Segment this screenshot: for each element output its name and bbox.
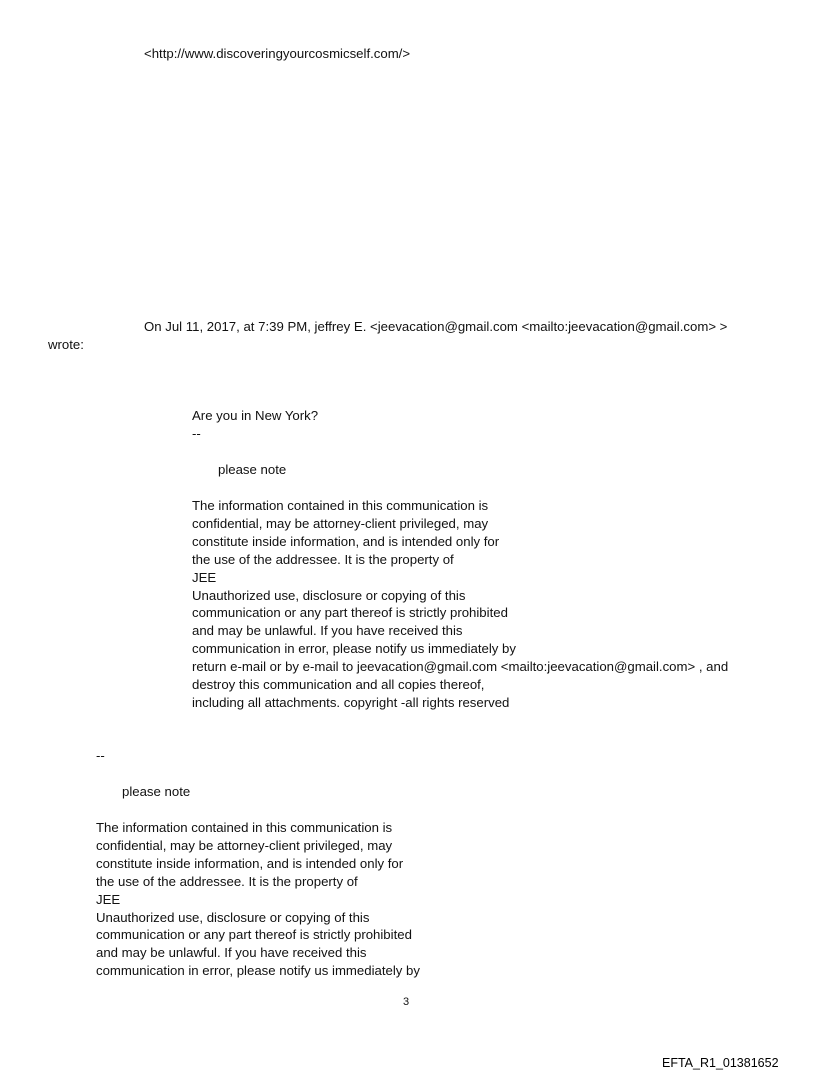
- disclaimer-line: communication in error, please notify us immediately by: [192, 641, 516, 657]
- disclaimer-line: The information contained in this communication is: [96, 820, 393, 835]
- quoted-note-heading: please note: [218, 462, 287, 477]
- disclaimer-line: communication or any part thereof is strictly prohibited: [192, 605, 508, 621]
- reply-header-line: On Jul 11, 2017, at 7:39 PM, jeffrey E. <jeevacation@gmail.com <mailto:jeevacation@gmail.com> >: [144, 319, 728, 334]
- disclaimer-line: Unauthorized use, disclosure or copying of this: [96, 909, 370, 925]
- disclaimer-line: confidential, may be attorney-client privileged, may: [96, 837, 393, 853]
- website-link: <http://www.discoveringyourcosmicself.com/>: [144, 46, 411, 61]
- disclaimer-line: return e-mail or by e-mail to jeevacation@gmail.com <mailto:jeevacation@gmail.com> , and: [192, 659, 729, 675]
- bates-number: EFTA_R1_01381652: [662, 1056, 779, 1070]
- disclaimer-line: including all attachments. copyright -all rights reserved: [192, 694, 510, 710]
- disclaimer-line: and may be unlawful. If you have received this: [192, 623, 463, 639]
- outer-separator: --: [96, 748, 105, 763]
- disclaimer-line: and may be unlawful. If you have received this: [96, 945, 367, 961]
- disclaimer-line: communication or any part thereof is strictly prohibited: [96, 927, 412, 943]
- reply-header-wrote: wrote:: [48, 337, 84, 352]
- disclaimer-line: Unauthorized use, disclosure or copying of this: [192, 587, 466, 603]
- disclaimer-line: The information contained in this communication is: [192, 498, 489, 513]
- disclaimer-line: destroy this communication and all copies thereof,: [192, 677, 485, 693]
- quoted-question: Are you in New York?: [192, 408, 319, 423]
- outer-note-heading: please note: [122, 784, 191, 799]
- disclaimer-line: the use of the addressee. It is the property of: [192, 551, 454, 567]
- disclaimer-line: JEE: [192, 569, 217, 585]
- disclaimer-line: constitute inside information, and is intended only for: [96, 855, 404, 871]
- disclaimer-line: the use of the addressee. It is the property of: [96, 873, 358, 889]
- quoted-disclaimer: [192, 497, 728, 712]
- disclaimer-line: constitute inside information, and is intended only for: [192, 533, 500, 549]
- quoted-separator: --: [192, 426, 201, 441]
- page-number: 3: [403, 996, 410, 1008]
- outer-disclaimer: [96, 819, 420, 980]
- disclaimer-line: confidential, may be attorney-client privileged, may: [192, 515, 489, 531]
- disclaimer-line: communication in error, please notify us immediately by: [96, 963, 420, 979]
- disclaimer-line: JEE: [96, 891, 121, 907]
